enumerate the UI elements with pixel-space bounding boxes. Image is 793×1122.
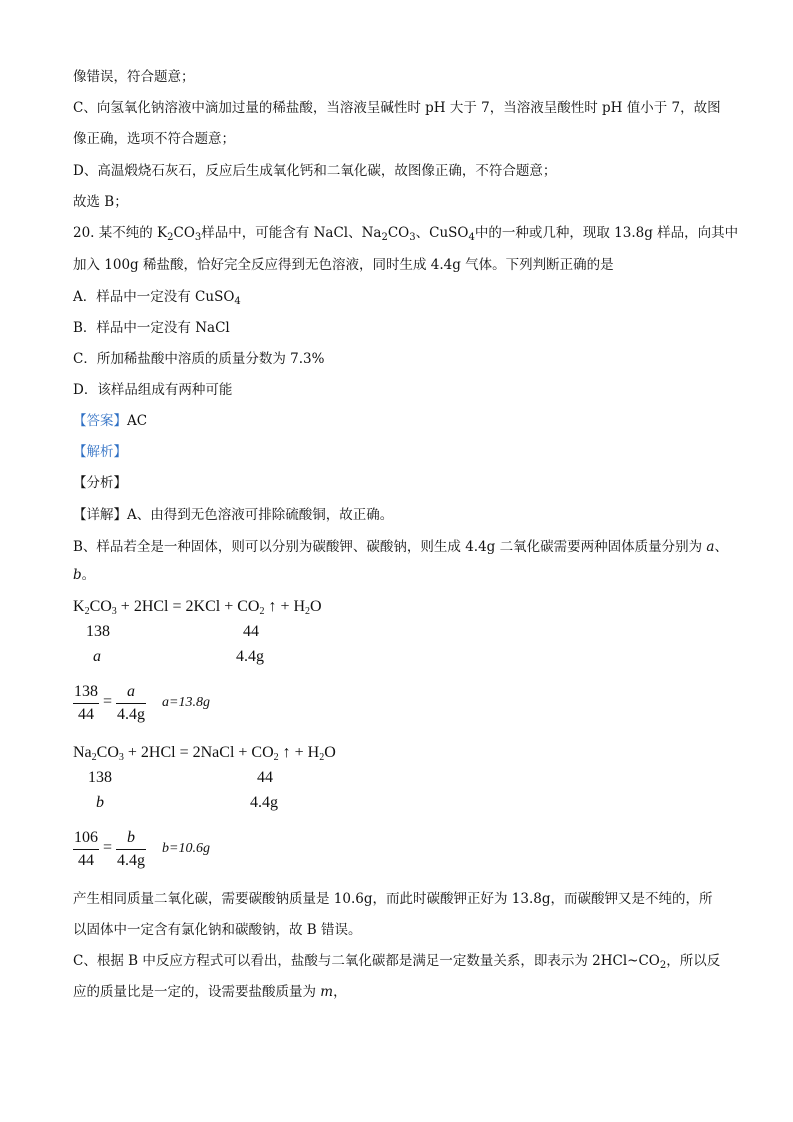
molar-mass-co2: 44 bbox=[243, 623, 259, 640]
equation-na2co3: $Na_2CO_3 + 2HCl$ = 2NaCl + $CO_2$ ↑ + $H_2O$ bbox=[73, 744, 336, 763]
option-d: D．该样品组成有两种可能 bbox=[73, 382, 233, 398]
mass-co2: 4.4g bbox=[250, 794, 278, 811]
variable-b: b bbox=[96, 794, 104, 811]
fraction-right: b 4.4g bbox=[117, 829, 145, 869]
molar-mass-co2: 44 bbox=[257, 769, 273, 786]
analysis-tag: 【解析】 bbox=[73, 444, 127, 460]
question-20-stem: 20. 某不纯的 $K_2CO_3$样品中，可能含有 NaCl、$Na_2CO_3$、CuSO$_4$中的一种或几种，现取 13.8g 样品，向其中 bbox=[73, 225, 739, 243]
result-a: a=13.8g bbox=[162, 695, 210, 710]
text-line: 应的质量比是一定的，设需要盐酸质量为 m， bbox=[73, 984, 347, 1000]
answer-tag: 【答案】 bbox=[73, 413, 127, 429]
text-line: C、向氢氧化钠溶液中滴加过量的稀盐酸，当溶液呈碱性时 pH 大于 7，当溶液呈酸性时 pH 值小于 7，故图 bbox=[73, 100, 721, 116]
fraction-right: a 4.4g bbox=[117, 683, 145, 723]
variable-a: a bbox=[93, 648, 101, 665]
text-line: 像正确，选项不符合题意； bbox=[73, 131, 235, 147]
question-20-stem-2: 加入 100g 稀盐酸，恰好完全反应得到无色溶液，同时生成 4.4g 气体。下列判断正确的是 bbox=[73, 257, 614, 273]
option-a: A．样品中一定没有 CuSO$_4$ bbox=[73, 289, 241, 307]
text-line: D、高温煅烧石灰石，反应后生成氧化钙和二氧化碳，故图像正确，不符合题意； bbox=[73, 163, 557, 179]
text-line: B、样品若全是一种固体，则可以分别为碳酸钾、碳酸钠，则生成 4.4g 二氧化碳需要两种固体质量分别为 a、 bbox=[73, 539, 728, 555]
text-line: 产生相同质量二氧化碳，需要碳酸钠质量是 10.6g，而此时碳酸钾正好为 13.8g，而碳酸钾又是不纯的，所 bbox=[73, 891, 713, 907]
detail-line: 【详解】A、由得到无色溶液可排除硫酸铜，故正确。 bbox=[73, 507, 394, 523]
answer-value: AC bbox=[127, 413, 148, 429]
text-line: 以固体中一定含有氯化钠和碳酸钠，故 B 错误。 bbox=[73, 922, 362, 938]
text-line: C、根据 B 中反应方程式可以看出，盐酸与二氧化碳都是满足一定数量关系，即表示为 $2HCl\sim CO_2$，所以反 bbox=[73, 953, 721, 971]
mass-co2: 4.4g bbox=[236, 648, 264, 665]
option-b: B．样品中一定没有 NaCl bbox=[73, 320, 230, 336]
molar-mass-k2co3: 138 bbox=[86, 623, 110, 640]
answer-line bbox=[73, 412, 147, 430]
text-line: b。 bbox=[73, 567, 96, 583]
result-b: b=10.6g bbox=[162, 841, 210, 856]
equals-sign: = bbox=[103, 693, 113, 710]
text-line: 像错误，符合题意； bbox=[73, 69, 195, 85]
equation-k2co3: $K_2CO_3 + 2HCl = 2KCl + CO_2$ ↑ + $H_2O$ bbox=[73, 598, 322, 617]
text-line: 故选 B； bbox=[73, 194, 128, 210]
fraction-left: 138 44 bbox=[74, 683, 98, 723]
option-c: C．所加稀盐酸中溶质的质量分数为 7.3% bbox=[73, 351, 325, 367]
fraction-left: 106 44 bbox=[74, 829, 98, 869]
equals-sign: = bbox=[103, 839, 113, 856]
fenxi-tag: 【分析】 bbox=[73, 475, 127, 491]
molar-mass-na2co3: 138 bbox=[88, 769, 112, 786]
